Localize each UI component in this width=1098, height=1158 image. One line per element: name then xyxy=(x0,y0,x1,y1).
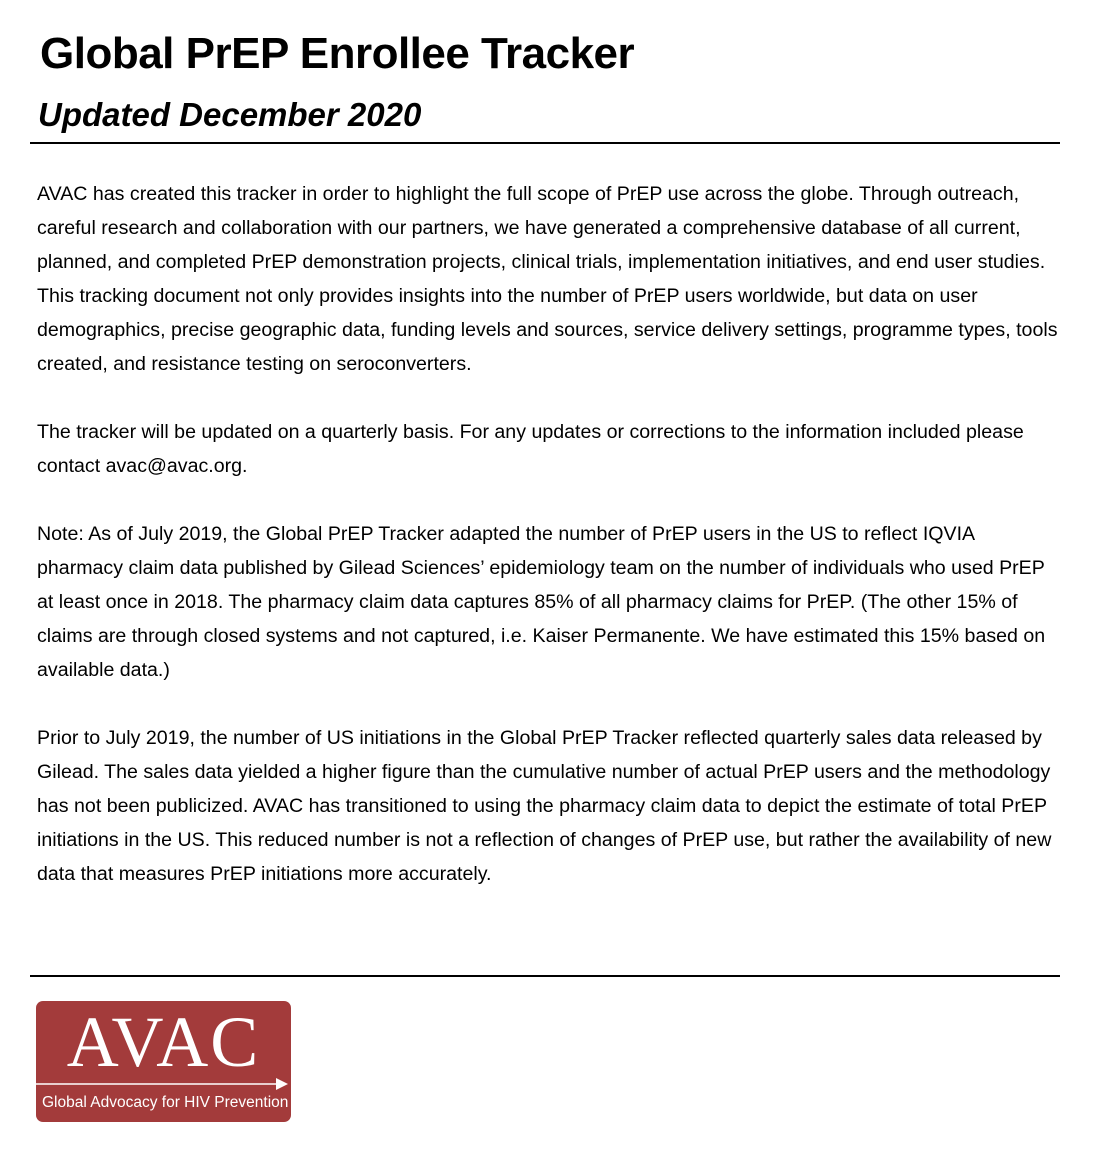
bottom-divider xyxy=(30,975,1060,977)
paragraph-note: Note: As of July 2019, the Global PrEP Tracker adapted the number of PrEP users in the US to reflect IQVIA pharmacy claim data published by Gilead Sciences’ epidemiology team on the number of individuals who used PrEP at least once in 2018. The pharmacy claim data captures 85% of all pharmacy claims for PrEP. (The other 15% of claims are through closed systems and not captured, i.e. Kaiser Permanente. We have estimated this 15% based on available data.) xyxy=(37,523,1046,681)
logo-wordmark: AVAC xyxy=(66,1002,261,1082)
logo-tagline: Global Advocacy for HIV Prevention xyxy=(42,1094,289,1111)
avac-logo xyxy=(36,1001,291,1122)
document-body xyxy=(37,177,1062,925)
paragraph-updates: The tracker will be updated on a quarterly basis. For any updates or corrections to the information included please contact avac@avac.org. xyxy=(37,421,1024,477)
paragraph-prior: Prior to July 2019, the number of US initiations in the Global PrEP Tracker reflected quarterly sales data released by Gilead. The sales data yielded a higher figure than the cumulative number of actual PrEP users and the methodology has not been publicized. AVAC has transitioned to using the pharmacy claim data to depict the estimate of total PrEP initiations in the US. This reduced number is not a reflection of changes of PrEP use, but rather the availability of new data that measures PrEP initiations more accurately. xyxy=(37,727,1052,885)
arrow-icon xyxy=(36,1073,291,1095)
page-title: Global PrEP Enrollee Tracker xyxy=(40,29,635,78)
top-divider xyxy=(30,142,1060,144)
page-subtitle: Updated December 2020 xyxy=(38,96,422,133)
paragraph-intro: AVAC has created this tracker in order to highlight the full scope of PrEP use across the globe. Through outreach, careful research and collaboration with our partners, we have generated a comprehensive database of all current, planned, and completed PrEP demonstration projects, clinical trials, implementation initiatives, and end user studies. This tracking document not only provides insights into the number of PrEP users worldwide, but data on user demographics, precise geographic data, funding levels and sources, service delivery settings, programme types, tools created, and resistance testing on seroconverters. xyxy=(37,183,1058,375)
